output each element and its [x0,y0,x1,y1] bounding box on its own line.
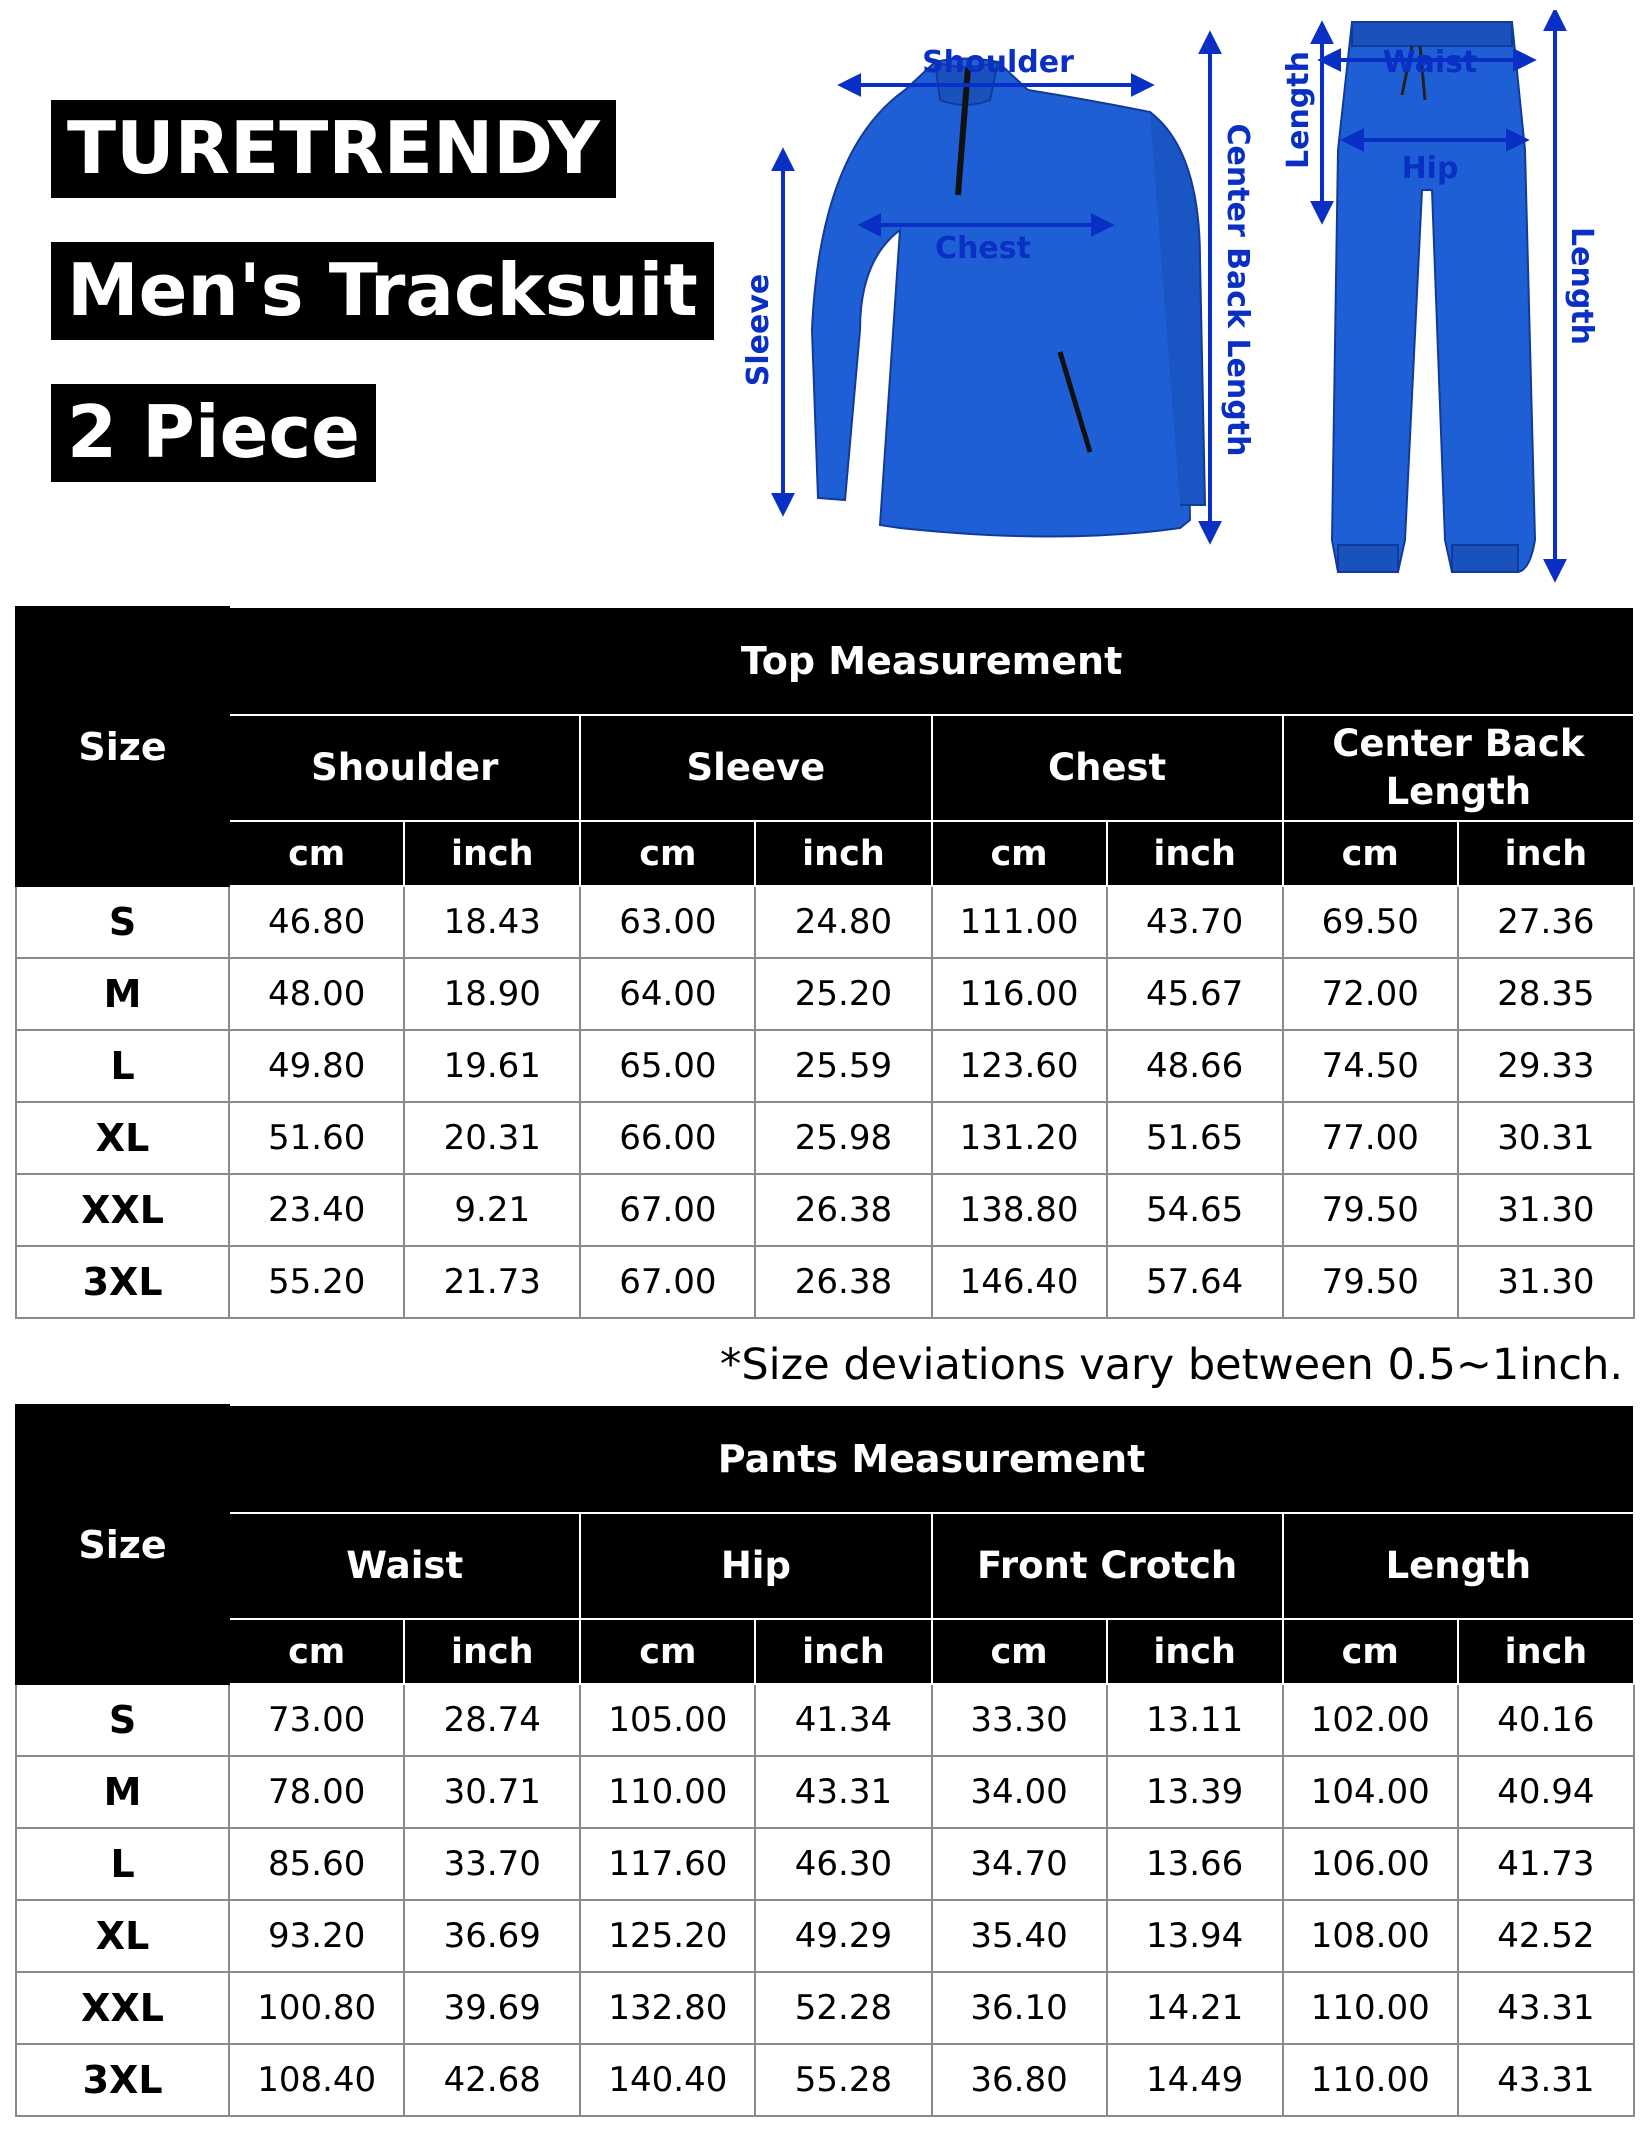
size-label: 3XL [16,2044,229,2116]
measurement-cell: 25.59 [755,1030,931,1102]
pants-table-body [16,1684,1634,2116]
unit-header: cm [932,821,1107,886]
table-row [16,1102,1634,1174]
measurement-cell: 51.60 [229,1102,404,1174]
measurement-cell: 67.00 [580,1174,755,1246]
measurement-cell: 21.73 [404,1246,580,1318]
unit-header: inch [1458,1619,1634,1684]
measurement-cell: 40.94 [1458,1756,1634,1828]
measurement-cell: 117.60 [580,1828,755,1900]
size-label: XL [16,1102,229,1174]
unit-header: cm [580,821,755,886]
measurement-cell: 36.69 [404,1900,580,1972]
shoulder-header: Shoulder [229,715,580,821]
measurement-cell: 23.40 [229,1174,404,1246]
waist-label: Waist [1382,45,1478,80]
measurement-cell: 65.00 [580,1030,755,1102]
size-label: S [16,1684,229,1756]
size-label: XL [16,1900,229,1972]
unit-header: inch [755,1619,931,1684]
measurement-cell: 30.71 [404,1756,580,1828]
measurement-cell: 74.50 [1283,1030,1458,1102]
measurement-cell: 33.30 [932,1684,1107,1756]
measurement-cell: 64.00 [580,958,755,1030]
size-label: M [16,1756,229,1828]
table-row [16,1828,1634,1900]
sleeve-label: Sleeve [741,273,776,387]
size-label: M [16,958,229,1030]
unit-header: cm [1283,1619,1458,1684]
measurement-cell: 131.20 [932,1102,1107,1174]
measurement-cell: 24.80 [755,886,931,958]
measurement-cell: 19.61 [404,1030,580,1102]
table-row [16,1972,1634,2044]
size-label: S [16,886,229,958]
unit-header: inch [1107,1619,1283,1684]
measurement-cell: 66.00 [580,1102,755,1174]
measurement-cell: 63.00 [580,886,755,958]
unit-header: cm [1283,821,1458,886]
unit-header: cm [932,1619,1107,1684]
measurement-cell: 49.80 [229,1030,404,1102]
measurement-cell: 93.20 [229,1900,404,1972]
table-row [16,1900,1634,1972]
measurement-cell: 111.00 [932,886,1107,958]
size-label: L [16,1828,229,1900]
measurement-cell: 13.39 [1107,1756,1283,1828]
measurement-cell: 79.50 [1283,1174,1458,1246]
unit-header: inch [1107,821,1283,886]
measurement-cell: 13.66 [1107,1828,1283,1900]
measurement-cell: 57.64 [1107,1246,1283,1318]
measurement-cell: 79.50 [1283,1246,1458,1318]
chest-label: Chest [935,231,1031,266]
measurement-cell: 138.80 [932,1174,1107,1246]
measurement-cell: 55.28 [755,2044,931,2116]
size-label: L [16,1030,229,1102]
hip-header: Hip [580,1513,931,1619]
measurement-cell: 54.65 [1107,1174,1283,1246]
measurement-cell: 14.21 [1107,1972,1283,2044]
table-row [16,1684,1634,1756]
measurement-cell: 26.38 [755,1174,931,1246]
measurement-cell: 78.00 [229,1756,404,1828]
measurement-cell: 30.31 [1458,1102,1634,1174]
size-label: 3XL [16,1246,229,1318]
measurement-cell: 46.80 [229,886,404,958]
garment-measurement-illustration [700,10,1630,600]
chest-header: Chest [932,715,1283,821]
measurement-cell: 55.20 [229,1246,404,1318]
measurement-cell: 110.00 [1283,1972,1458,2044]
measurement-cell: 43.70 [1107,886,1283,958]
size-column-header: Size [16,1405,229,1684]
size-label: XXL [16,1972,229,2044]
measurement-cell: 26.38 [755,1246,931,1318]
measurement-cell: 102.00 [1283,1684,1458,1756]
measurement-cell: 105.00 [580,1684,755,1756]
measurement-cell: 18.43 [404,886,580,958]
measurement-cell: 69.50 [1283,886,1458,958]
measurement-cell: 49.29 [755,1900,931,1972]
measurement-cell: 40.16 [1458,1684,1634,1756]
unit-header: inch [404,821,580,886]
measurement-cell: 48.00 [229,958,404,1030]
measurement-cell: 42.68 [404,2044,580,2116]
center-back-length-header: Center Back Length [1283,715,1634,821]
measurement-cell: 42.52 [1458,1900,1634,1972]
measurement-cell: 132.80 [580,1972,755,2044]
center-back-length-label: Center Back Length [1220,123,1255,457]
measurement-cell: 77.00 [1283,1102,1458,1174]
table-row [16,1030,1634,1102]
pants-length-label: Length [1564,227,1599,345]
measurement-cell: 46.30 [755,1828,931,1900]
measurement-cell: 25.20 [755,958,931,1030]
top-measurement-title: Top Measurement [229,607,1634,715]
measurement-cell: 31.30 [1458,1246,1634,1318]
table-row [16,1174,1634,1246]
waist-header: Waist [229,1513,580,1619]
measurement-cell: 116.00 [932,958,1107,1030]
measurement-cell: 85.60 [229,1828,404,1900]
table-row [16,1246,1634,1318]
pants-garment [1332,22,1535,572]
measurement-cell: 13.11 [1107,1684,1283,1756]
measurement-cell: 123.60 [932,1030,1107,1102]
unit-header: cm [229,821,404,886]
measurement-cell: 31.30 [1458,1174,1634,1246]
unit-header: inch [404,1619,580,1684]
shoulder-label: Shoulder [922,45,1074,80]
size-deviation-footnote: *Size deviations vary between 0.5~1inch. [719,1340,1623,1390]
size-label: XXL [16,1174,229,1246]
measurement-cell: 28.74 [404,1684,580,1756]
table-row [16,958,1634,1030]
measurement-cell: 43.31 [755,1756,931,1828]
measurement-cell: 14.49 [1107,2044,1283,2116]
measurement-cell: 104.00 [1283,1756,1458,1828]
measurement-cell: 108.40 [229,2044,404,2116]
measurement-cell: 108.00 [1283,1900,1458,1972]
measurement-cell: 67.00 [580,1246,755,1318]
measurement-cell: 35.40 [932,1900,1107,1972]
measurement-cell: 43.31 [1458,1972,1634,2044]
measurement-cell: 27.36 [1458,886,1634,958]
measurement-cell: 34.70 [932,1828,1107,1900]
measurement-cell: 140.40 [580,2044,755,2116]
product-title: Men's Tracksuit [51,242,714,340]
table-row [16,2044,1634,2116]
measurement-cell: 25.98 [755,1102,931,1174]
measurement-cell: 34.00 [932,1756,1107,1828]
measurement-cell: 48.66 [1107,1030,1283,1102]
table-row [16,1756,1634,1828]
measurement-cell: 72.00 [1283,958,1458,1030]
unit-header: cm [580,1619,755,1684]
measurement-cell: 43.31 [1458,2044,1634,2116]
size-column-header: Size [16,607,229,886]
measurement-cell: 13.94 [1107,1900,1283,1972]
pants-measurement-table [15,1404,1635,2117]
top-table-body [16,886,1634,1318]
rise-length-label: Length [1281,51,1316,169]
measurement-cell: 41.73 [1458,1828,1634,1900]
measurement-cell: 18.90 [404,958,580,1030]
measurement-cell: 28.35 [1458,958,1634,1030]
measurement-cell: 146.40 [932,1246,1107,1318]
unit-header: cm [229,1619,404,1684]
measurement-cell: 33.70 [404,1828,580,1900]
unit-header: inch [755,821,931,886]
piece-count-title: 2 Piece [51,384,376,482]
measurement-cell: 100.80 [229,1972,404,2044]
sleeve-header: Sleeve [580,715,931,821]
measurement-cell: 125.20 [580,1900,755,1972]
brand-title: TURETRENDY [51,100,616,198]
measurement-cell: 106.00 [1283,1828,1458,1900]
front-crotch-header: Front Crotch [932,1513,1283,1619]
top-garment [812,59,1205,537]
measurement-cell: 110.00 [1283,2044,1458,2116]
measurement-cell: 52.28 [755,1972,931,2044]
measurement-cell: 36.80 [932,2044,1107,2116]
measurement-cell: 45.67 [1107,958,1283,1030]
measurement-cell: 51.65 [1107,1102,1283,1174]
length-header: Length [1283,1513,1634,1619]
measurement-cell: 73.00 [229,1684,404,1756]
unit-header: inch [1458,821,1634,886]
measurement-cell: 20.31 [404,1102,580,1174]
pants-measurement-title: Pants Measurement [229,1405,1634,1513]
measurement-cell: 41.34 [755,1684,931,1756]
measurement-cell: 9.21 [404,1174,580,1246]
top-measurement-table [15,606,1635,1319]
measurement-cell: 36.10 [932,1972,1107,2044]
measurement-cell: 39.69 [404,1972,580,2044]
hip-label: Hip [1401,151,1459,186]
measurement-cell: 110.00 [580,1756,755,1828]
table-row [16,886,1634,958]
measurement-cell: 29.33 [1458,1030,1634,1102]
